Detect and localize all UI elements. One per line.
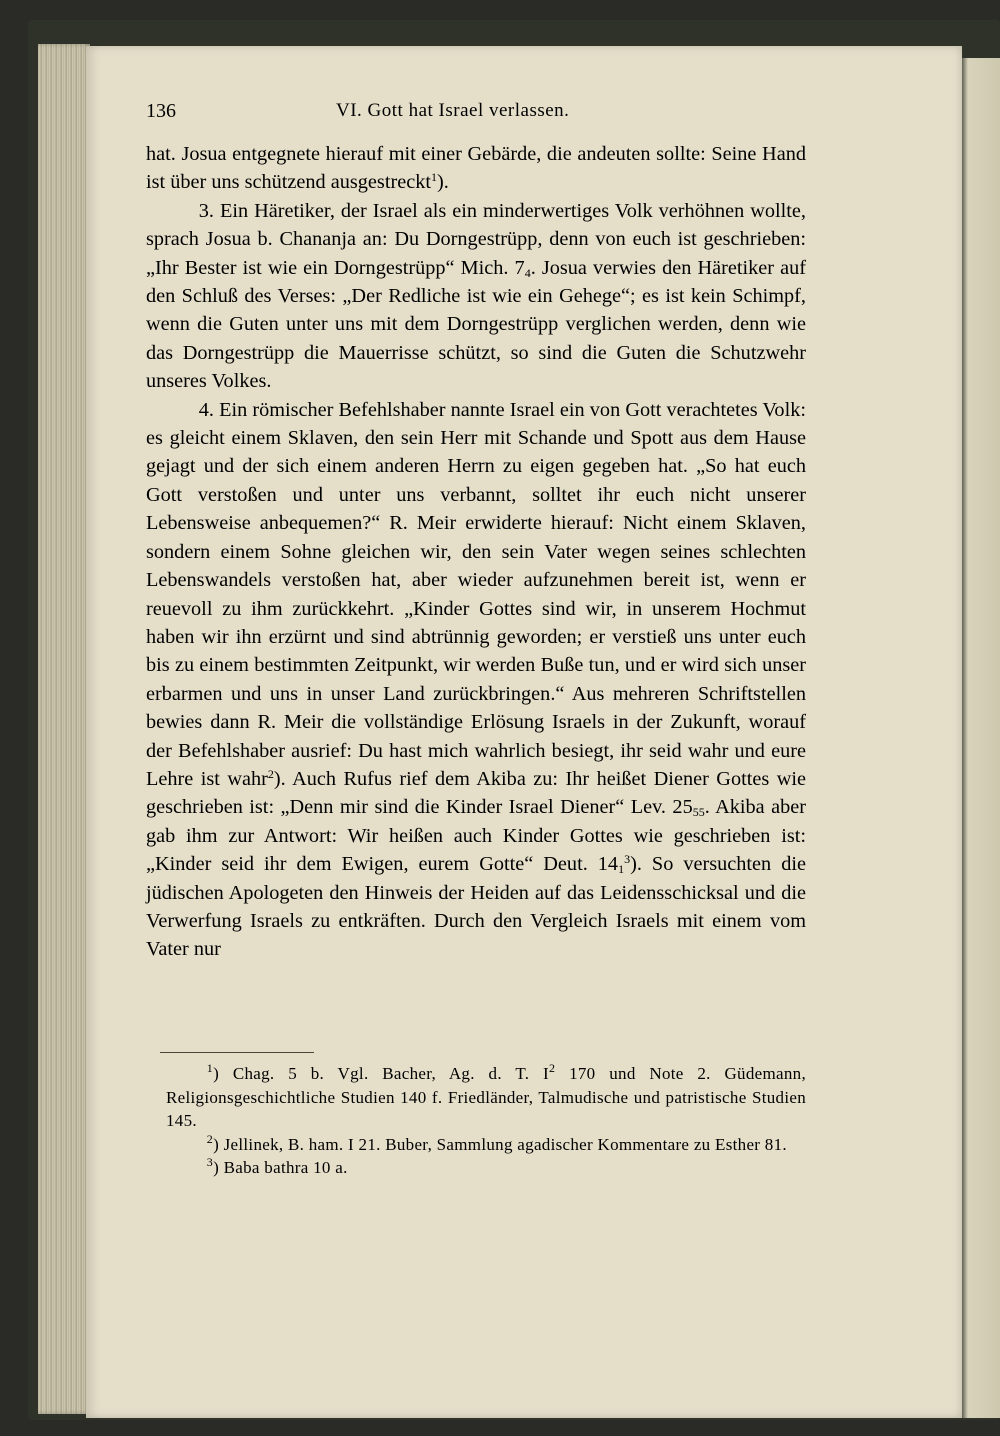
- page-header: [146, 100, 756, 130]
- footnote-divider: [160, 1052, 314, 1053]
- verse-subscript: 4: [524, 265, 531, 280]
- footnote-ref: 2: [267, 766, 274, 781]
- facing-page-edge: [962, 58, 1000, 1418]
- paragraph: 4. Ein römischer Befehlshaber nannte Israel ein von Gott verachtetes Volk: es gleicht einem Sklaven, den sein Herr mit Schande und Spott aus dem Hause gejagt und der sich einem anderen Herrn zu eigen gegeben hat. „So hat euch Gott verstoßen und unter uns verbannt, solltet ihr euch nicht unserer Lebensweise anbequemen?“ R. Meir erwiderte hierauf: Nicht einem Sklaven, sondern einem Sohne gleichen wir, den sein Vater wegen seines schlechten Lebenswandels verstoßen hat, aber wieder aufzunehmen bereit ist, wenn er reuevoll zu ihm zurückkehrt. „Kinder Gottes sind wir, in unserem Hochmut haben wir ihn erzürnt und sind abtrünnig geworden; er verstieß uns unter euch bis zu einem bestimmten Zeitpunkt, wir werden Buße tun, und er wird sich unser erbarmen und uns in unser Land zurückbringen.“ Aus mehreren Schriftstellen bewies dann R. Meir die vollständige Erlösung Israels in der Zukunft, worauf der Befehlshaber ausrief: Du hast mich wahrlich besiegt, ihr seid wahr und eure Lehre ist wahr$^2$). Auch Rufus rief dem Akiba zu: Ihr heißet Diener Gottes wie geschrieben ist: „Denn mir sind die Kinder Israel Diener“ Lev. $25_{55}$. Akiba aber gab ihm zur Antwort: Wir heißen auch Kinder Gottes wie geschrieben ist: „Kinder seid ihr dem Ewigen, eurem Gotte“ Deut. $14_1^3$). So versuchten die jüdischen Apologeten den Hinweis der Heiden auf das Leidensschicksal und die Verwerfung Israels zu entkräften. Durch den Vergleich Israels mit einem vom Vater nur: [146, 398, 806, 961]
- verse-subscript: 1: [618, 862, 625, 877]
- page-edges: [38, 44, 90, 1414]
- footnote-ref: 3: [624, 852, 631, 867]
- footnote: $^1$) Chag. 5 b. Vgl. Bacher, Ag. d. T. $I^2$ 170 und Note 2. Güdemann, Religionsgeschichtliche Studien 140 f. Friedländer, Talmudische und patristische Studien 145.: [166, 1061, 807, 1130]
- main-text: [146, 140, 806, 964]
- footnote-ref: 1: [431, 170, 437, 185]
- paragraph: 3. Ein Häretiker, der Israel als ein minderwertiges Volk verhöhnen wollte, sprach Josua b. Chananja an: Du Dorngestrüpp, denn von euch ist geschrieben: „Ihr Bester ist wie ein Dorngestrüpp“ Mich. $7_4$. Josua verwies den Häretiker auf den Schluß des Verses: „Der Redliche ist wie ein Gehege“; es ist kein Schimpf, wenn die Guten unter uns mit dem Dorngestrüpp verglichen werden, denn wie das Dorngestrüpp die Mauerrisse schützt, so sind die Guten die Schutzwehr unseres Volkes.: [146, 199, 806, 393]
- footnote: $^2$) Jellinek, B. ham. I 21. Buber, Sammlung agadischer Kommentare zu Esther 81.: [206, 1131, 787, 1154]
- verse-subscript: 55: [692, 805, 705, 820]
- running-head: VI. Gott hat Israel verlassen.: [336, 100, 570, 121]
- footnotes: [166, 1062, 806, 1180]
- footnote: $^3$) Baba bathra 10 a.: [206, 1155, 348, 1177]
- page-number: 136: [146, 100, 176, 122]
- paragraph: hat. Josua entgegnete hierauf mit einer Gebärde, die andeuten sollte: Seine Hand ist über uns schützend ausgestreckt$^1$).: [146, 143, 806, 194]
